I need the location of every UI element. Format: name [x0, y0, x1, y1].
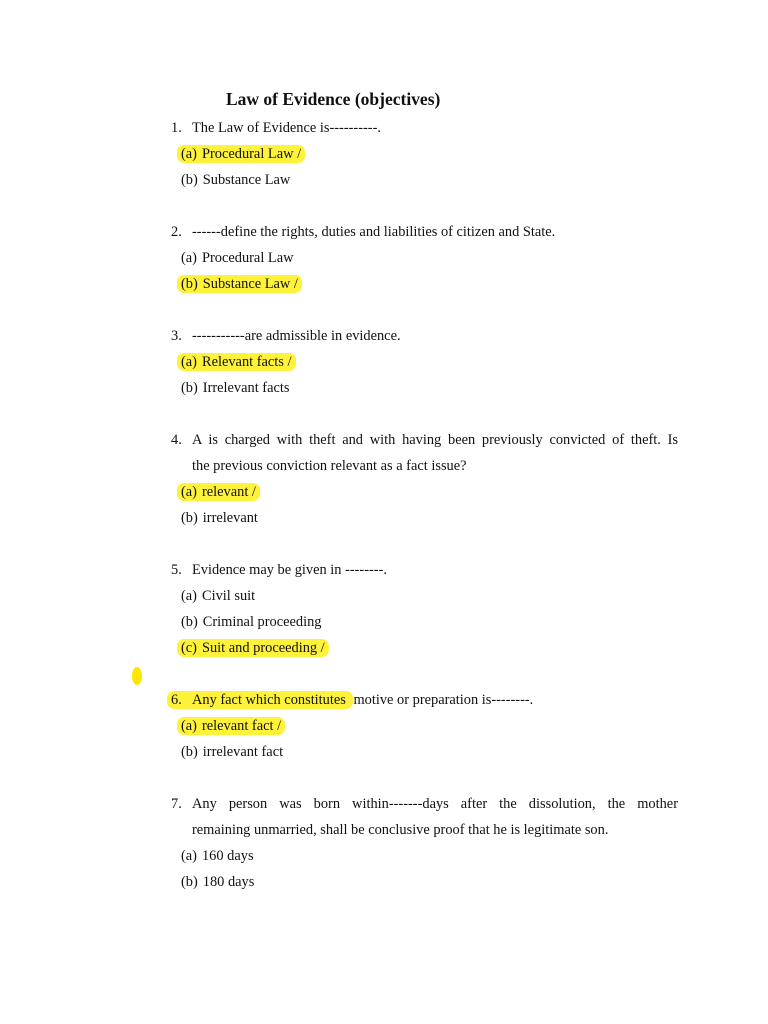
question-1 [171, 118, 381, 138]
question-2 [171, 222, 555, 242]
question-number: 7. [171, 796, 182, 812]
question-7-text-line1: Any person was born within-------days after the dissolution, the mother [192, 796, 678, 812]
question-number: 1. [171, 120, 182, 136]
question-6 [171, 690, 533, 710]
question-4 [171, 430, 192, 450]
question-number: 2. [171, 224, 182, 240]
question-text: The Law of Evidence is----------. [192, 120, 381, 136]
option-4a [181, 482, 260, 502]
highlight-marker-dot [132, 667, 142, 685]
question-number: 4. [171, 432, 182, 448]
option-2b [181, 274, 302, 294]
highlighted-answer: (c) Suit and proceeding / [177, 639, 329, 657]
option-7b: (b) 180 days [181, 874, 255, 890]
option-4b: (b) irrelevant [181, 510, 258, 526]
option-5a: (a) Civil suit [181, 588, 256, 604]
question-number: 3. [171, 328, 182, 344]
highlighted-answer: (a) Relevant facts / [177, 353, 296, 371]
question-text: motive or preparation is--------. [353, 692, 534, 708]
option-1a [181, 144, 305, 164]
question-7-text-line2: remaining unmarried, shall be conclusive proof that he is legitimate son. [192, 822, 609, 838]
option-6b: (b) irrelevant fact [181, 744, 284, 760]
option-5c [181, 638, 329, 658]
question-number: 5. [171, 562, 182, 578]
highlighted-answer: (b) Substance Law / [177, 275, 302, 293]
question-3 [171, 326, 401, 346]
option-2a: (a) Procedural Law [181, 250, 294, 266]
highlighted-answer: (a) relevant fact / [177, 717, 285, 735]
document-title: Law of Evidence (objectives) [226, 89, 441, 109]
highlighted-question-text: 6. Any fact which constitutes [167, 691, 353, 709]
option-3a [181, 352, 296, 372]
question-4-text-line2: the previous conviction relevant as a fact issue? [192, 458, 467, 474]
option-7a: (a) 160 days [181, 848, 254, 864]
highlighted-answer: (a) relevant / [177, 483, 260, 501]
question-text: -----------are admissible in evidence. [192, 328, 401, 344]
option-1b: (b) Substance Law [181, 172, 291, 188]
option-6a [181, 716, 285, 736]
question-text: ------define the rights, duties and liabilities of citizen and State. [192, 224, 556, 240]
option-5b: (b) Criminal proceeding [181, 614, 322, 630]
question-5 [171, 560, 387, 580]
option-3b: (b) Irrelevant facts [181, 380, 290, 396]
question-4-text-line1: A is charged with theft and with having been previously convicted of theft. Is [192, 432, 678, 448]
question-7 [171, 794, 192, 814]
highlighted-answer: (a) Procedural Law / [177, 145, 305, 163]
question-text: Evidence may be given in --------. [192, 562, 387, 578]
